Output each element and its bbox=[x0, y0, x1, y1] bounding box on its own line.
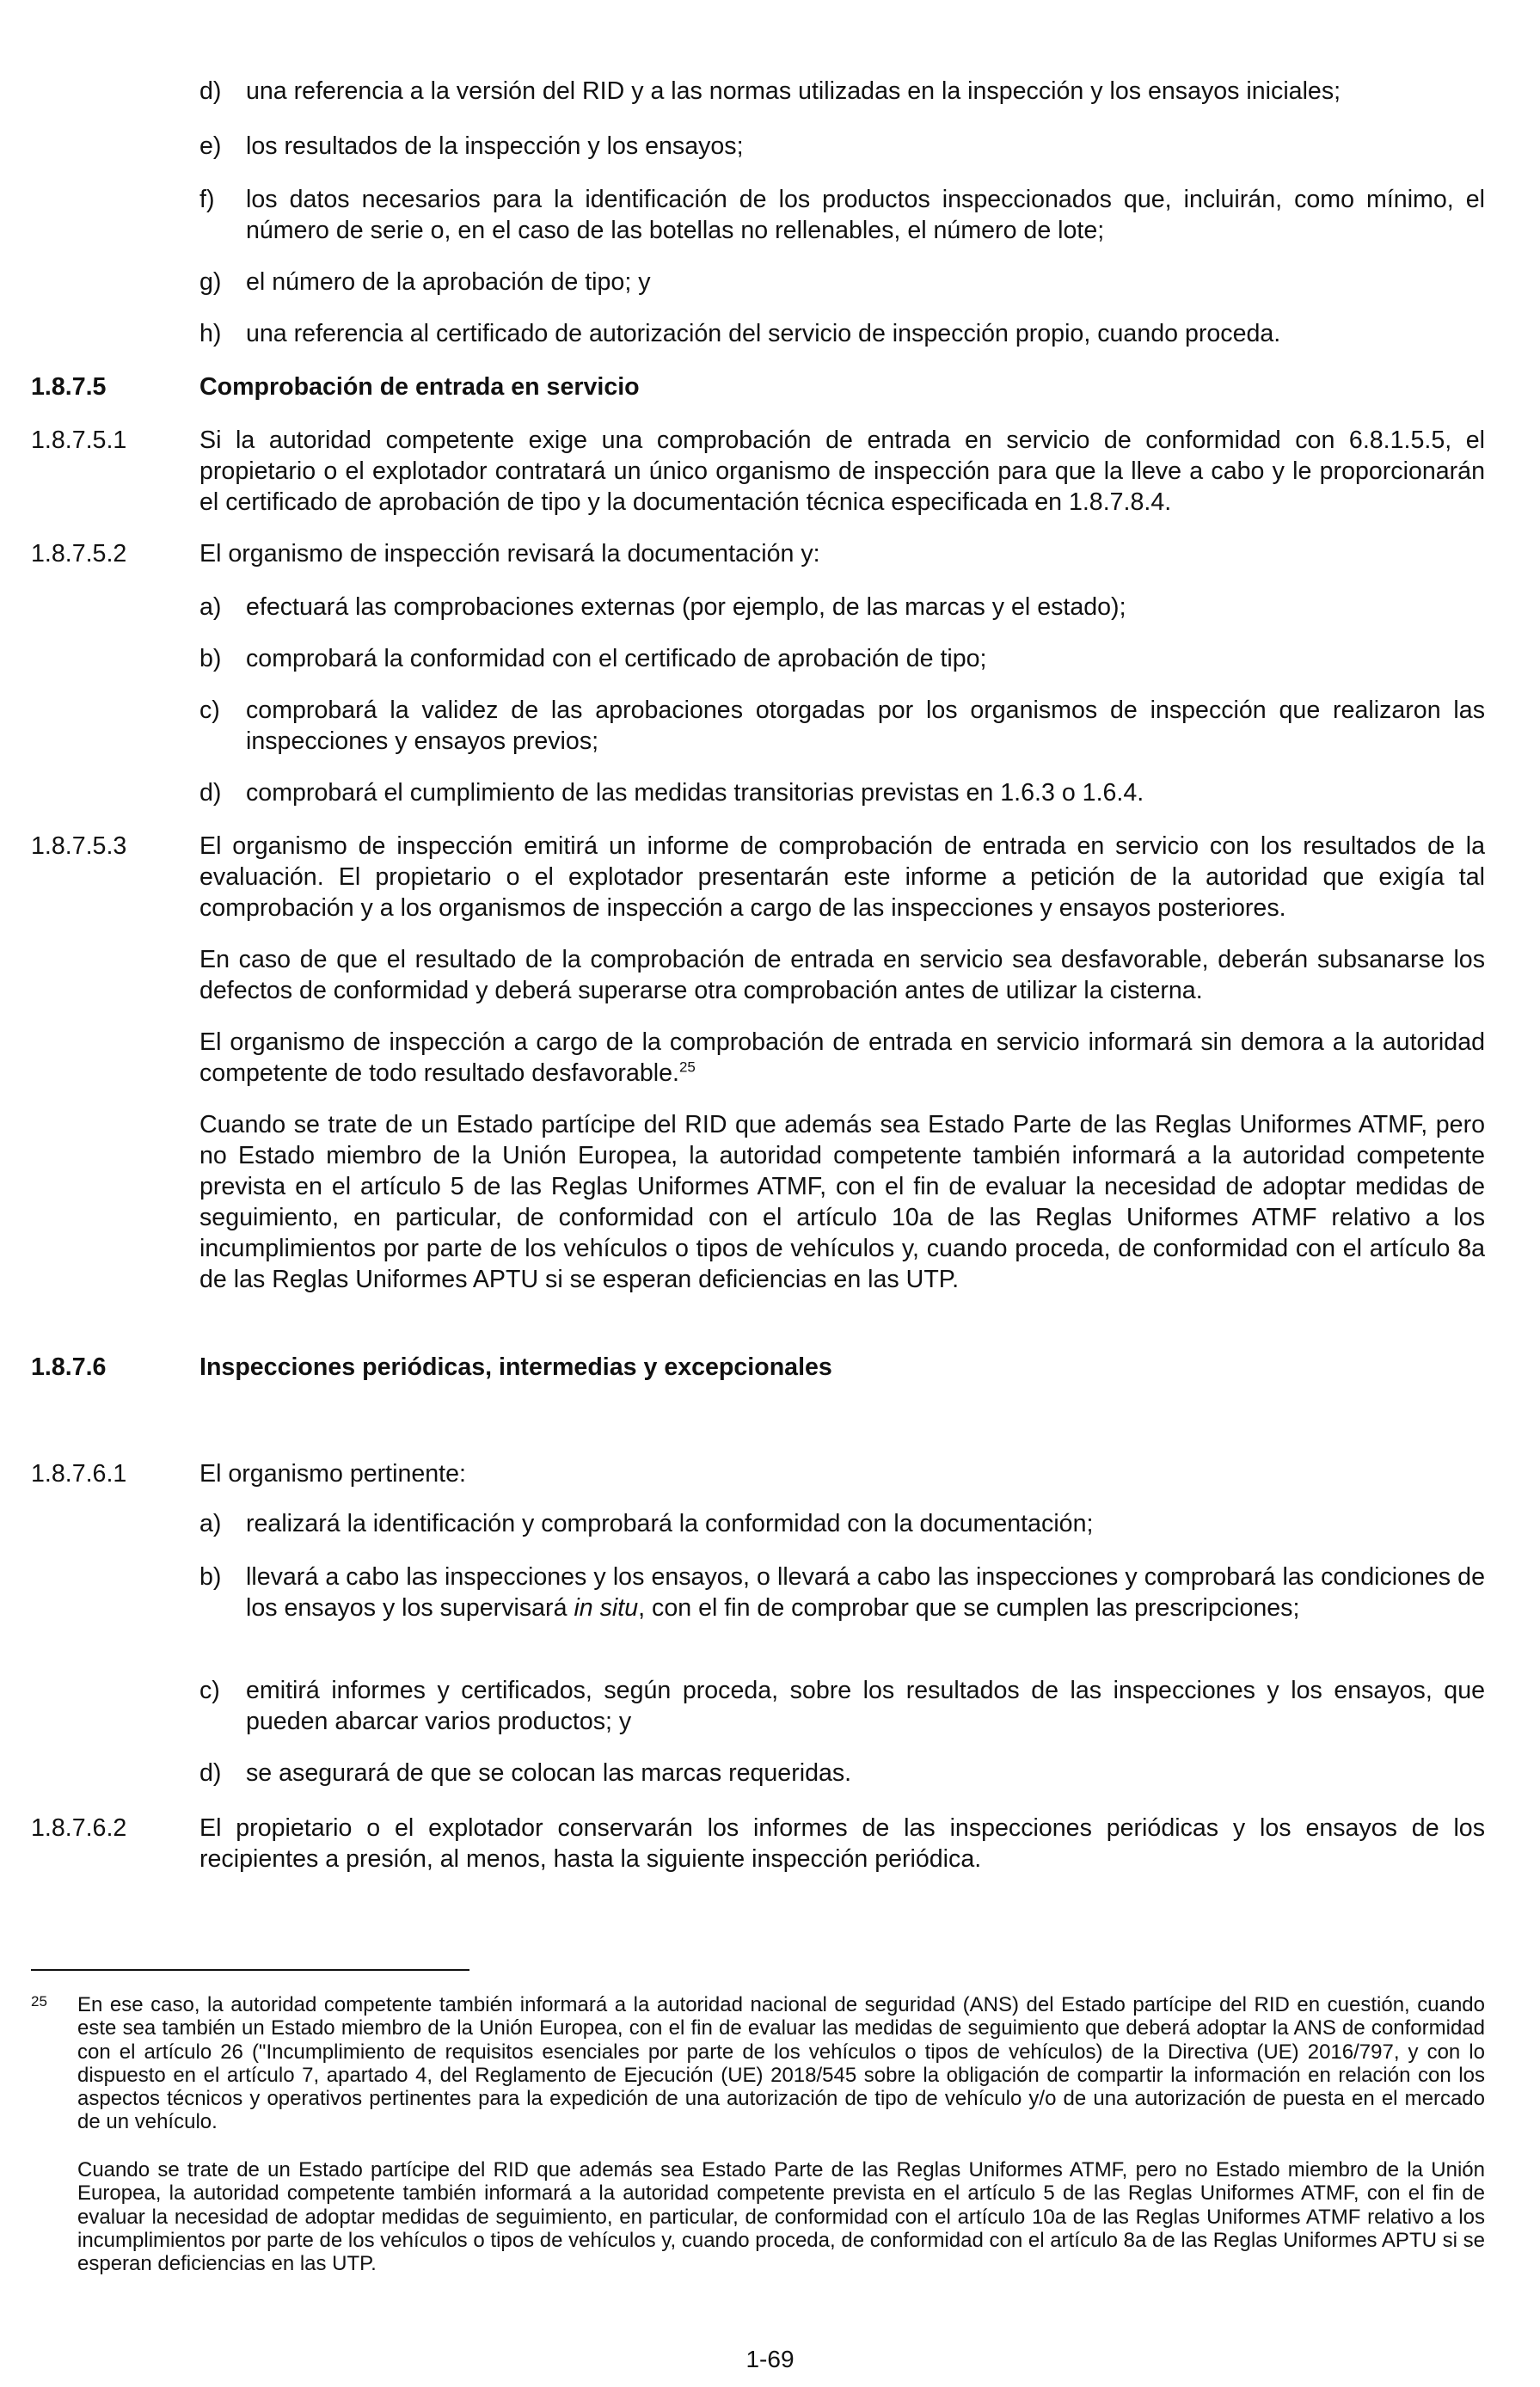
section-number: 1.8.7.6.2 bbox=[31, 1814, 127, 1842]
list-item bbox=[199, 76, 1485, 107]
list-item bbox=[199, 695, 1485, 757]
list-item bbox=[199, 1562, 1485, 1623]
list-item bbox=[199, 643, 1485, 674]
paragraph: El organismo de inspección emitirá un informe de comprobación de entrada en servicio con los resultados de la evaluación. El propietario o el explotador presentarán este informe a petición de la autoridad que exigía tal comprobación y a los organismos de inspección a cargo de las inspecciones y ensayos posteriores. bbox=[199, 832, 1485, 922]
list-item bbox=[199, 1758, 1485, 1789]
list-text: una referencia al certificado de autorización del servicio de inspección propio, cuando proceda. bbox=[246, 320, 1281, 347]
list-marker: c) bbox=[199, 1677, 220, 1704]
paragraph bbox=[199, 1027, 1485, 1089]
list-marker: h) bbox=[199, 320, 222, 347]
list-marker: d) bbox=[199, 779, 222, 807]
paragraph: El organismo de inspección revisará la documentación y: bbox=[199, 540, 820, 568]
list-text: efectuará las comprobaciones externas (por ejemplo, de las marcas y el estado); bbox=[246, 593, 1126, 621]
list-marker: d) bbox=[199, 1759, 222, 1787]
paragraph: Cuando se trate de un Estado partícipe del RID que además sea Estado Parte de las Reglas Uniformes ATMF, pero no Estado miembro de la Unión Europea, la autoridad competente también informará a la autoridad competente prevista en el artículo 5 de las Reglas Uniformes ATMF, con el fin de evaluar la necesidad de adoptar medidas de seguimiento, en particular, de conformidad con el artículo 10a de las Reglas Uniformes ATMF relativo a los incumplimientos por parte de los vehículos o tipos de vehículos y, cuando proceda, de conformidad con el artículo 8a de las Reglas Uniformes APTU si se esperan deficiencias en las UTP. bbox=[199, 1111, 1485, 1293]
paragraph: El organismo pertinente: bbox=[199, 1460, 466, 1488]
list-text: se asegurará de que se colocan las marcas requeridas. bbox=[246, 1759, 852, 1787]
list-text-italic: in situ bbox=[574, 1594, 639, 1622]
list-item bbox=[199, 1675, 1485, 1737]
list-marker: b) bbox=[199, 645, 222, 672]
list-marker: g) bbox=[199, 268, 222, 296]
section-number: 1.8.7.6.1 bbox=[31, 1460, 127, 1488]
list-item bbox=[199, 184, 1485, 246]
paragraph: Si la autoridad competente exige una comprobación de entrada en servicio de conformidad con 6.8.1.5.5, el propietario o el explotador contratará un único organismo de inspección para que la lleve a cabo y le proporcionarán el certificado de aprobación de tipo y la documentación técnica especificada en 1.8.7.8.4. bbox=[199, 426, 1485, 516]
list-marker: a) bbox=[199, 1510, 222, 1537]
list-text: una referencia a la versión del RID y a las normas utilizadas en la inspección y los ensayos iniciales; bbox=[246, 77, 1341, 105]
list-text-part: , con el fin de comprobar que se cumplen las prescripciones; bbox=[638, 1594, 1300, 1622]
footnote-number: 25 bbox=[31, 1993, 47, 2010]
footnote-reference[interactable]: 25 bbox=[678, 1059, 696, 1076]
paragraph: En caso de que el resultado de la comprobación de entrada en servicio sea desfavorable, deberán subsanarse los defectos de conformidad y deberá superarse otra comprobación antes de utilizar la cisterna. bbox=[199, 946, 1485, 1004]
list-item bbox=[199, 777, 1485, 808]
footnote-separator bbox=[31, 1969, 469, 1971]
list-marker: d) bbox=[199, 77, 222, 105]
list-text: comprobará la validez de las aprobaciones otorgadas por los organismos de inspección que realizaron las inspecciones y ensayos previos; bbox=[246, 696, 1485, 755]
list-marker: e) bbox=[199, 132, 222, 160]
list-marker: a) bbox=[199, 593, 222, 621]
list-item bbox=[199, 592, 1485, 623]
section-number: 1.8.7.5.3 bbox=[31, 832, 127, 860]
paragraph-text: El organismo de inspección a cargo de la comprobación de entrada en servicio informará sin demora a la autoridad competente de todo resultado desfavorable. bbox=[199, 1028, 1485, 1087]
list-marker: b) bbox=[199, 1563, 222, 1591]
list-marker: c) bbox=[199, 696, 220, 724]
footnote-text: Cuando se trate de un Estado partícipe del RID que además sea Estado Parte de las Reglas Uniformes ATMF, pero no Estado miembro de la Unión Europea, la autoridad competente también informará a la autoridad competente prevista en el artículo 5 de las Reglas Uniformes ATMF, con el fin de evaluar la necesidad de adoptar medidas de seguimiento, en particular, de conformidad con el artículo 10a de las Reglas Uniformes ATMF relativo a los incumplimientos por parte de los vehículos o tipos de vehículos y, cuando proceda, de conformidad con el artículo 8a de las Reglas Uniformes APTU si se esperan deficiencias en las UTP. bbox=[77, 2158, 1485, 2276]
page-number: 1-69 bbox=[745, 2346, 795, 2372]
footnote-text: En ese caso, la autoridad competente también informará a la autoridad nacional de seguridad (ANS) del Estado partícipe del RID en cuestión, cuando este sea también un Estado miembro de la Unión Europea, con el fin de evaluar las medidas de seguimiento que deberá adoptar la ANS de conformidad con el artículo 26 ("Incumplimiento de requisitos esenciales por parte de los vehículos o tipos de vehículos) de la Directiva (UE) 2016/797, y con lo dispuesto en el artículo 7, apartado 4, del Reglamento de Ejecución (UE) 2018/545 sobre la obligación de compartir la información en relación con los aspectos técnicos y operativos pertinentes para la expedición de una autorización de tipo de vehículo y/o de una autorización de puesta en el mercado de un vehículo. bbox=[77, 1993, 1485, 2134]
section-number: 1.8.7.6 bbox=[31, 1353, 107, 1381]
list-marker: f) bbox=[199, 186, 215, 213]
list-item bbox=[199, 131, 1485, 162]
list-text-part: llevará a cabo las inspecciones y los ensayos, o llevará a cabo las inspecciones y comprobará las condiciones de los ensayos y los supervisará bbox=[246, 1563, 1485, 1622]
list-text: el número de la aprobación de tipo; y bbox=[246, 268, 651, 296]
list-text: los resultados de la inspección y los ensayos; bbox=[246, 132, 744, 160]
list-text: realizará la identificación y comprobará la conformidad con la documentación; bbox=[246, 1510, 1094, 1537]
list-text: emitirá informes y certificados, según proceda, sobre los resultados de las inspecciones y los ensayos, que pueden abarcar varios productos; y bbox=[246, 1677, 1485, 1735]
section-number: 1.8.7.5.1 bbox=[31, 426, 127, 454]
list-item bbox=[199, 267, 1485, 298]
list-text: comprobará el cumplimiento de las medidas transitorias previstas en 1.6.3 o 1.6.4. bbox=[246, 779, 1144, 807]
section-heading: Comprobación de entrada en servicio bbox=[199, 373, 640, 401]
section-number: 1.8.7.5 bbox=[31, 373, 107, 401]
list-text: comprobará la conformidad con el certificado de aprobación de tipo; bbox=[246, 645, 987, 672]
list-text bbox=[246, 1562, 1485, 1623]
list-item bbox=[199, 1508, 1485, 1539]
list-text: los datos necesarios para la identificación de los productos inspeccionados que, incluirán, como mínimo, el número de serie o, en el caso de las botellas no rellenables, el número de lote; bbox=[246, 186, 1485, 244]
list-item bbox=[199, 318, 1485, 349]
section-heading: Inspecciones periódicas, intermedias y excepcionales bbox=[199, 1353, 832, 1381]
section-number: 1.8.7.5.2 bbox=[31, 540, 127, 568]
paragraph: El propietario o el explotador conservarán los informes de las inspecciones periódicas y los ensayos de los recipientes a presión, al menos, hasta la siguiente inspección periódica. bbox=[199, 1814, 1485, 1873]
